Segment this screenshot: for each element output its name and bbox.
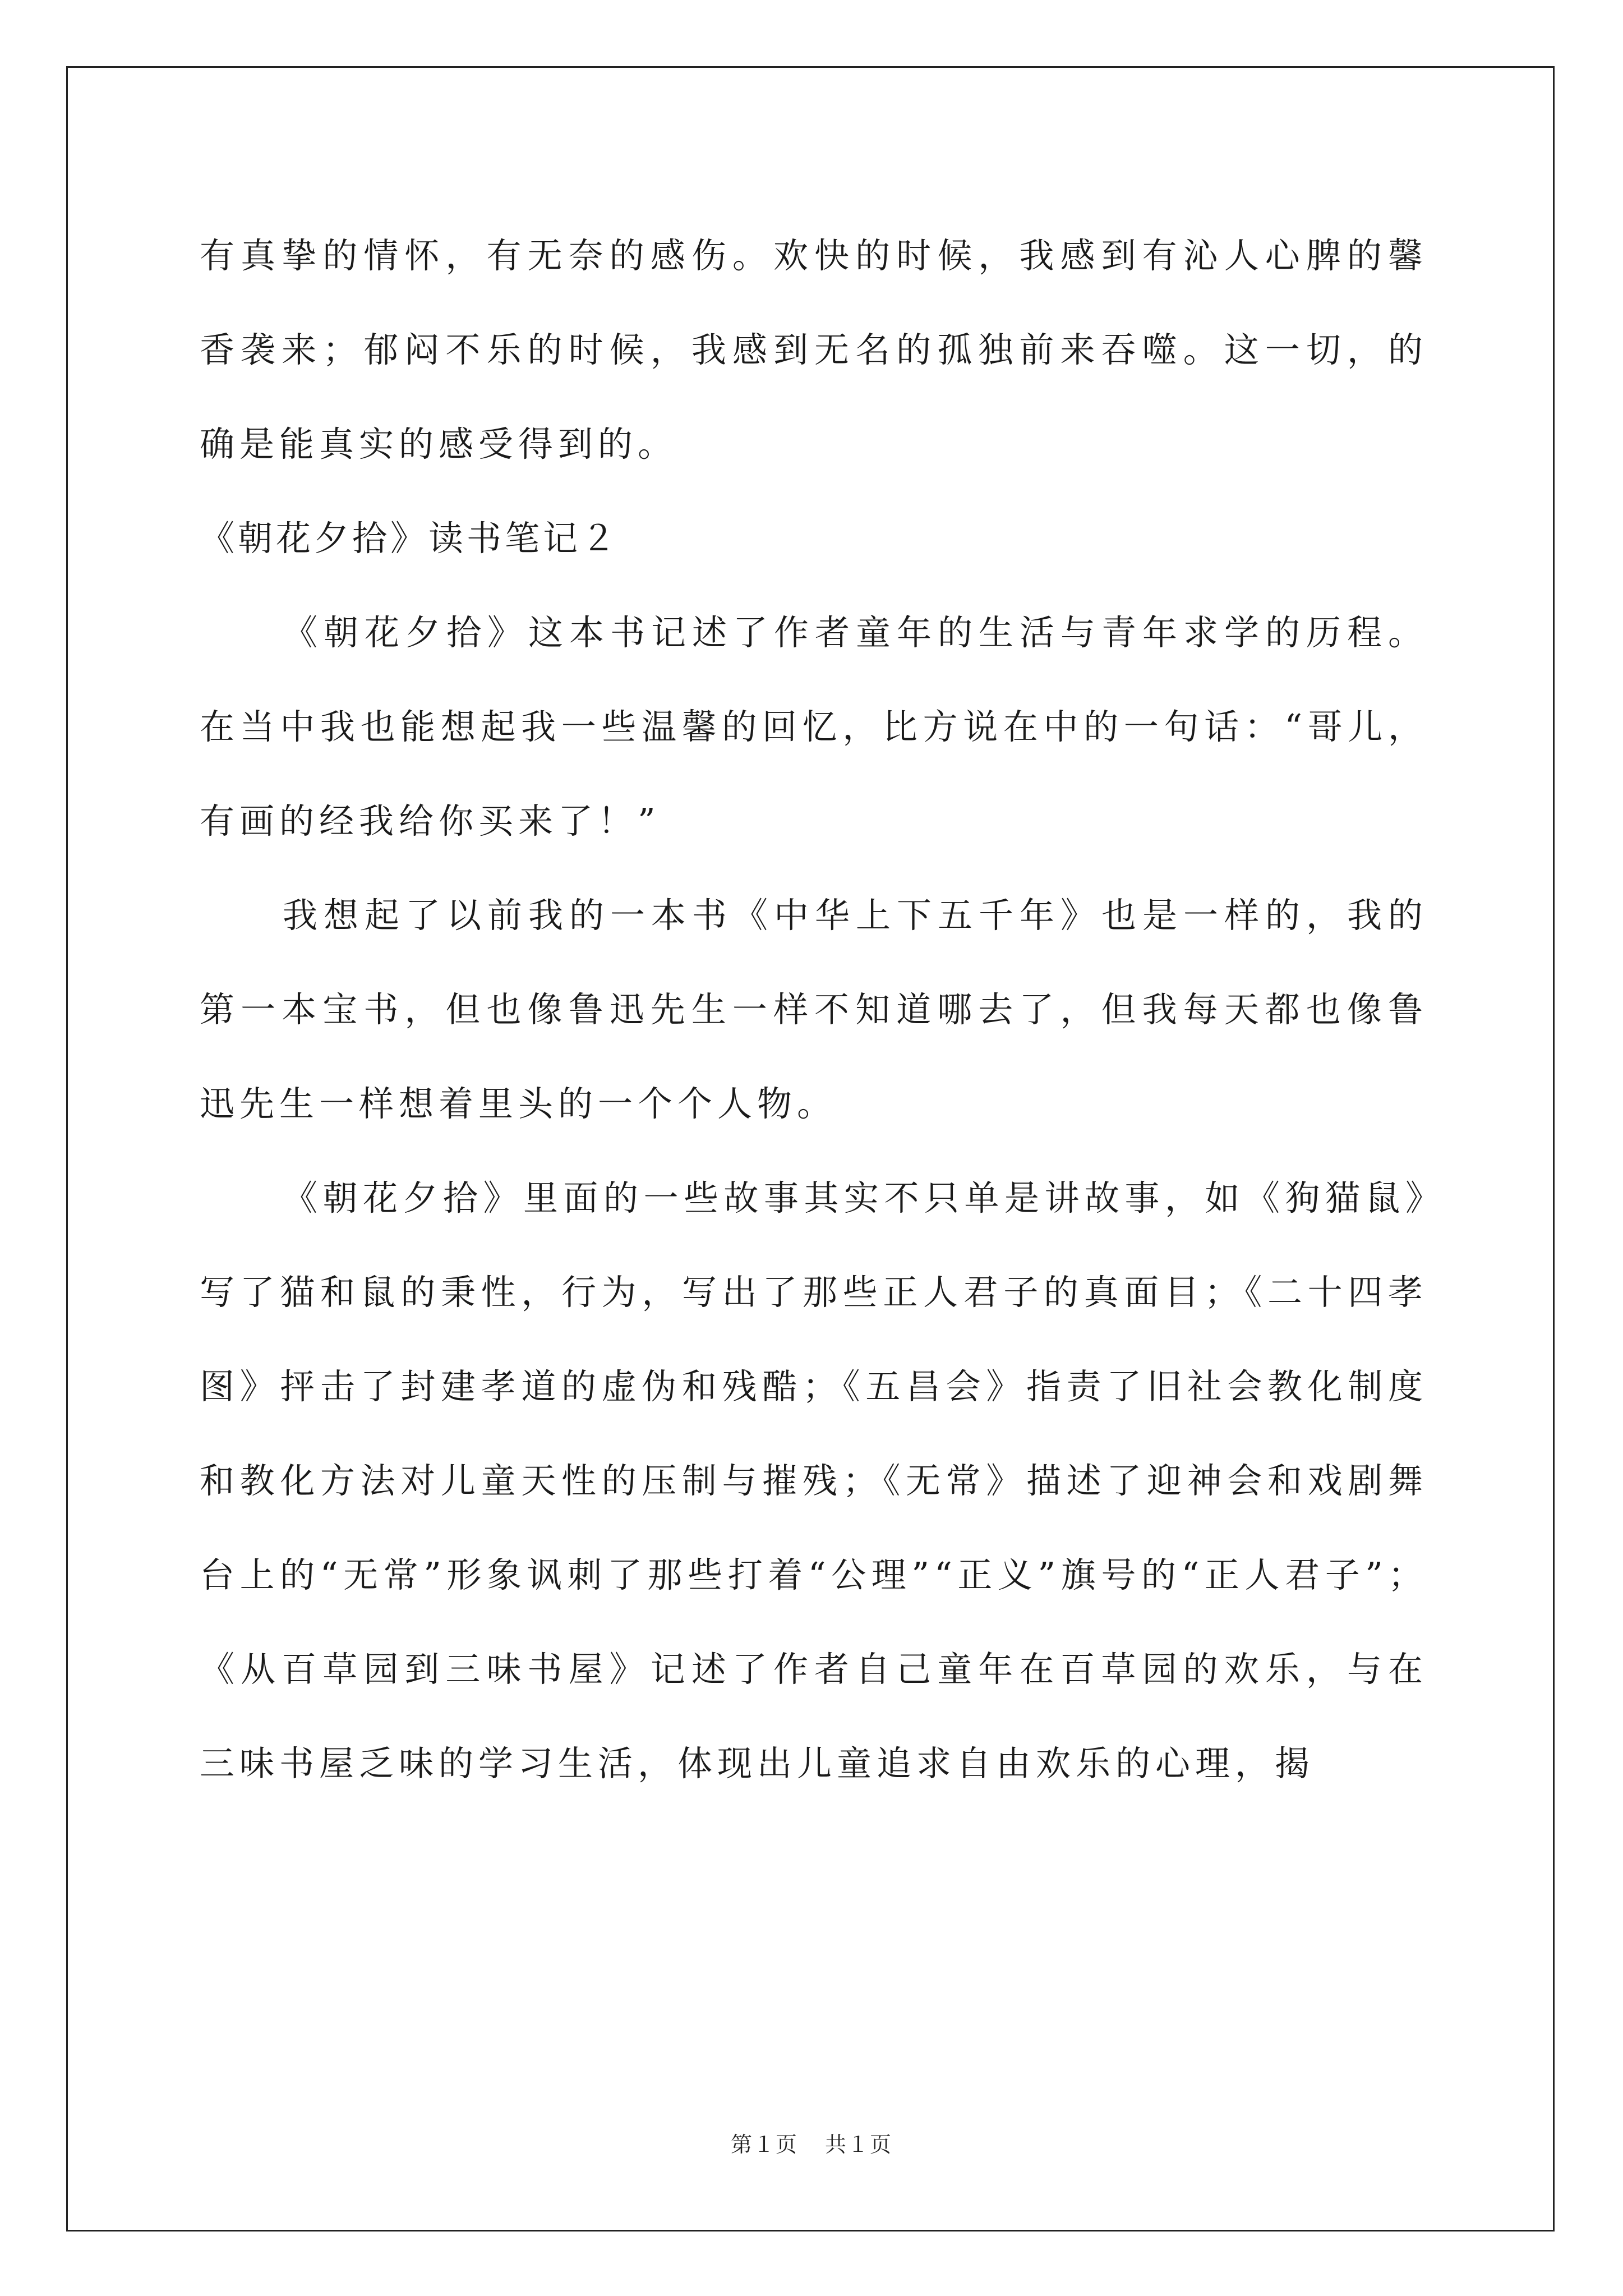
- document-body: [200, 209, 1428, 1811]
- page-total: 共１页: [825, 2132, 893, 2157]
- paragraph-1: 有真挚的情怀，有无奈的感伤。欢快的时候，我感到有沁人心脾的馨香袭来；郁闷不乐的时候，我感到无名的孤独前来吞噬。这一切，的确是能真实的感受得到的。: [200, 235, 1428, 464]
- paragraph-4: 《朝花夕拾》里面的一些故事其实不只单是讲故事，如《狗猫鼠》写了猫和鼠的秉性，行为，写出了那些正人君子的真面目；《二十四孝图》抨击了封建孝道的虚伪和残酷；《五昌会》指责了旧社会教化制度和教化方法对儿童天性的压制与摧残；《无常》描述了迎神会和戏剧舞台上的“无常”形象讽刺了那些打着“公理”“正义”旗号的“正人君子”；《从百草园到三味书屋》记述了作者自己童年在百草园的欢乐，与在三味书屋乏味的学习生活，体现出儿童追求自由欢乐的心理，揭: [200, 1177, 1428, 1784]
- paragraph-2: 《朝花夕拾》这本书记述了作者童年的生活与青年求学的历程。在当中我也能想起我一些温馨的回忆，比方说在中的一句话：“哥儿，有画的经我给你买来了！”: [200, 612, 1428, 841]
- section-heading: 《朝花夕拾》读书笔记２: [200, 518, 620, 559]
- paragraph-3: 我想起了以前我的一本书《中华上下五千年》也是一样的，我的第一本宝书，但也像鲁迅先生一样不知道哪去了，但我每天都也像鲁迅先生一样想着里头的一个个人物。: [200, 895, 1428, 1124]
- page-number: 第１页: [730, 2132, 798, 2157]
- page-footer: [0, 2127, 1623, 2158]
